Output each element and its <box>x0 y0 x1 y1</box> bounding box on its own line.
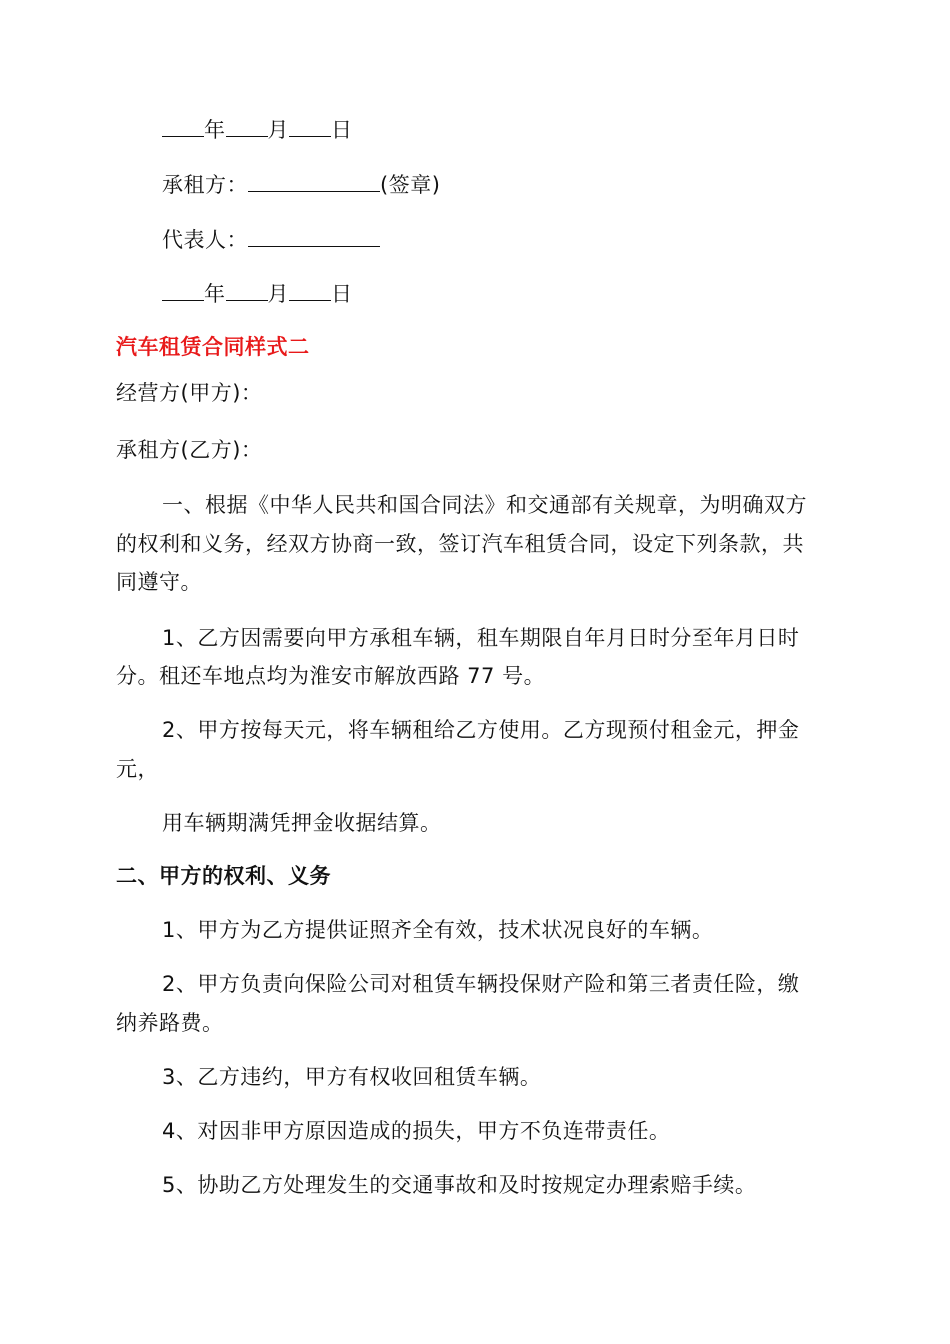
year-label: 年 <box>204 282 226 306</box>
section2-item-2-line-2: 纳养路费。 <box>116 1011 224 1035</box>
representative-label: 代表人： <box>162 228 248 252</box>
section2-item-5: 5、协助乙方处理发生的交通事故和及时按规定办理索赔手续。 <box>162 1173 757 1197</box>
day-blank <box>289 116 331 137</box>
month-blank <box>226 280 268 301</box>
item2-settlement: 用车辆期满凭押金收据结算。 <box>162 811 442 835</box>
section2-item-2-line-1: 2、甲方负责向保险公司对租赁车辆投保财产险和第三者责任险，缴 <box>162 972 800 996</box>
month-label: 月 <box>267 118 289 142</box>
representative-blank <box>248 226 380 247</box>
section1-line-2: 的权利和义务，经双方协商一致，签订汽车租赁合同，设定下列条款，共 <box>116 532 804 556</box>
year-blank <box>162 116 204 137</box>
day-blank <box>289 280 331 301</box>
year-blank <box>162 280 204 301</box>
party-b-label: 承租方(乙方)： <box>116 438 263 462</box>
date-line-1 <box>162 116 353 143</box>
section1-line-1: 一、根据《中华人民共和国合同法》和交通部有关规章，为明确双方 <box>162 493 807 517</box>
contract-heading: 汽车租赁合同样式二 <box>116 335 310 359</box>
lessee-signature-line <box>162 171 440 198</box>
item2-line-2: 元， <box>116 757 159 781</box>
seal-label: (签章) <box>380 173 441 197</box>
item2-line-1: 2、甲方按每天元，将车辆租给乙方使用。乙方现预付租金元，押金 <box>162 718 800 742</box>
date-line-2 <box>162 280 353 307</box>
year-label: 年 <box>204 118 226 142</box>
party-a-label: 经营方(甲方)： <box>116 381 263 405</box>
section2-item-4: 4、对因非甲方原因造成的损失，甲方不负连带责任。 <box>162 1119 671 1143</box>
month-blank <box>226 116 268 137</box>
month-label: 月 <box>267 282 289 306</box>
item1-line-2: 分。租还车地点均为淮安市解放西路 77 号。 <box>116 664 546 688</box>
item1-line-1: 1、乙方因需要向甲方承租车辆，租车期限自年月日时分至年月日时 <box>162 626 800 650</box>
section2-item-3: 3、乙方违约，甲方有权收回租赁车辆。 <box>162 1065 542 1089</box>
day-label: 日 <box>331 282 353 306</box>
day-label: 日 <box>331 118 353 142</box>
representative-line <box>162 226 380 253</box>
section1-line-3: 同遵守。 <box>116 570 202 594</box>
section2-title: 二、甲方的权利、义务 <box>116 864 331 888</box>
lessee-label: 承租方： <box>162 173 248 197</box>
lessee-blank <box>248 171 380 192</box>
section2-item-1: 1、甲方为乙方提供证照齐全有效，技术状况良好的车辆。 <box>162 918 714 942</box>
